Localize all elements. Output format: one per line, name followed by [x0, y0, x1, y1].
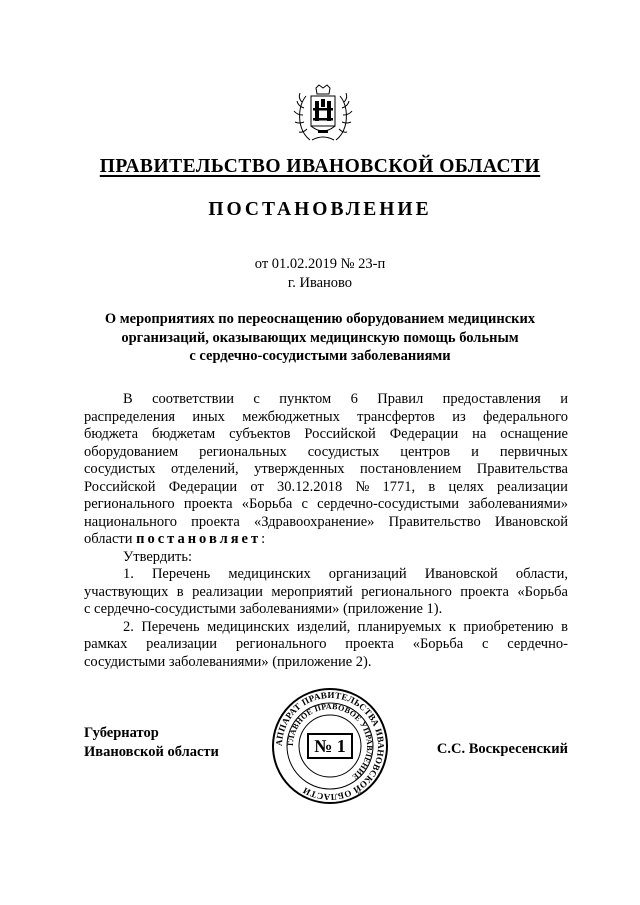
body-word: на	[472, 426, 487, 442]
body-word: Российской	[304, 426, 376, 442]
body-word: федерального	[483, 408, 568, 425]
body-word: №	[355, 478, 370, 495]
body-word: регионального	[84, 496, 175, 512]
body-word: межбюджетных	[242, 408, 340, 425]
body-word: Ивановской	[424, 566, 498, 582]
body-word: регионального	[361, 583, 452, 600]
body-word: Правительства	[476, 461, 568, 477]
body-word: заболеваниями»	[468, 496, 568, 512]
body-line	[84, 514, 568, 532]
body-word: утвержденных	[254, 461, 345, 477]
subject-line: О мероприятиях по переоснащению оборудованием медицинских	[104, 311, 536, 327]
body-word: изделий,	[296, 618, 351, 635]
body-word: трансфертов	[357, 408, 435, 425]
body-word: в	[428, 478, 436, 495]
body-word: с	[482, 636, 489, 652]
signatory-title-line: Губернатор	[84, 725, 159, 741]
body-word: Правительство	[388, 513, 481, 530]
body-word: регионального	[235, 636, 327, 652]
body-word: с	[253, 391, 260, 407]
stamp-inner-text: ГЛАВНОЕ ПРАВОВОЕ УПРАВЛЕНИЕ	[285, 701, 375, 782]
body-word: отделений,	[171, 461, 239, 477]
body-word: целях	[448, 478, 484, 495]
body-line	[84, 479, 568, 497]
body-word: сердечно-	[507, 636, 568, 652]
body-word: мероприятий	[271, 583, 353, 600]
body-word: из	[452, 408, 466, 425]
item1-line	[84, 566, 568, 584]
body-line	[84, 409, 568, 427]
decree-verb: постановляет	[136, 531, 262, 547]
body-word: Ивановской	[494, 513, 568, 530]
body-word: реализации	[497, 478, 568, 495]
body-word: национального	[84, 513, 177, 530]
body-line	[84, 391, 568, 409]
body-word: участвующих	[84, 583, 169, 600]
stamp-outer-text: АППАРАТ ПРАВИТЕЛЬСТВА ИВАНОВСКОЙ ОБЛАСТИ	[273, 689, 387, 803]
body-word: сосудистых	[84, 461, 156, 477]
item2-line: сосудистыми заболеваниями» (приложение 2).	[84, 653, 372, 670]
body-word: «Здравоохранение»	[253, 513, 375, 530]
body-word: Федерации	[168, 478, 238, 495]
body-word: «Борьба	[517, 583, 568, 600]
official-stamp	[270, 686, 390, 806]
body-word: планируемых	[357, 618, 442, 635]
item1-line	[84, 584, 568, 602]
body-word: «Борьба	[412, 636, 464, 652]
body-word: в	[561, 618, 568, 635]
body-word: В	[123, 391, 133, 407]
body-word: рамках	[84, 636, 128, 652]
body-word: Перечень	[141, 618, 200, 635]
body-word: Перечень	[151, 566, 211, 582]
item2-line	[84, 619, 568, 637]
signatory-title	[84, 724, 219, 761]
body-word: реализации	[146, 636, 218, 652]
body-word: бюджета	[84, 426, 139, 442]
body-word: соответствии	[152, 391, 235, 407]
body-word: 6	[350, 391, 358, 407]
document-date-number: от 01.02.2019 № 23-п	[254, 256, 386, 272]
body-word: центров	[400, 443, 451, 460]
item1-line: с сердечно-сосудистыми заболеваниями» (приложение 1).	[84, 601, 443, 617]
body-word: медицинских	[207, 618, 290, 635]
body-line	[84, 426, 568, 444]
body-word: проекта	[183, 496, 233, 512]
body-line	[84, 444, 568, 462]
document-type-title: ПОСТАНОВЛЕНИЕ	[208, 199, 432, 220]
body-word: от	[250, 478, 264, 495]
body-word: распределения	[84, 408, 176, 425]
body-word: 2.	[123, 618, 134, 635]
body-word: Правил	[377, 391, 424, 407]
body-word: 1771,	[382, 478, 416, 495]
body-word: проекта	[345, 636, 394, 652]
subject-line: с сердечно-сосудистыми заболеваниями	[189, 348, 451, 364]
body-word: 1.	[123, 566, 134, 582]
coat-of-arms-emblem	[292, 84, 354, 144]
stamp-number: № 1	[314, 736, 346, 756]
decree-suffix: :	[261, 531, 266, 547]
item2-line	[84, 636, 568, 654]
body-word: Федерации	[389, 426, 459, 442]
decree-prefix: области	[84, 531, 133, 547]
body-word: с	[301, 496, 308, 512]
body-word: сердечно-сосудистыми	[317, 496, 460, 512]
body-word: приобретению	[463, 618, 554, 635]
body-word: «Борьба	[241, 496, 293, 512]
body-word: области,	[515, 566, 568, 582]
body-word: организаций	[328, 566, 407, 582]
approve-line: Утвердить:	[123, 548, 192, 565]
body-word: проекта	[191, 513, 240, 530]
body-word: и	[471, 443, 479, 460]
subject-line: организаций, оказывающих медицинскую помощь больным	[121, 329, 519, 346]
body-word: в	[176, 583, 184, 600]
body-word: оснащение	[500, 426, 568, 442]
body-line	[84, 461, 568, 479]
body-word: бюджетам	[151, 426, 216, 442]
body-word: первичных	[499, 443, 568, 460]
body-word: постановлением	[360, 461, 462, 477]
signatory-name: С.С. Воскресенский	[436, 741, 568, 757]
document-city: г. Иваново	[287, 275, 353, 291]
body-word: сосудистых	[307, 443, 380, 460]
body-word: реализации	[192, 583, 263, 600]
body-word: и	[560, 391, 568, 407]
document-subject	[100, 310, 540, 366]
body-word: предоставления	[442, 391, 541, 407]
body-word: иных	[192, 408, 225, 425]
body-word: проекта	[460, 583, 509, 600]
body-line	[84, 496, 568, 514]
body-word: 30.12.2018	[277, 478, 343, 495]
body-word: к	[448, 618, 456, 635]
body-word: пунктом	[279, 391, 332, 407]
signatory-title-line: Ивановской области	[84, 743, 219, 760]
body-word: субъектов	[229, 426, 291, 442]
body-line-decree	[84, 531, 568, 549]
body-word: Российской	[84, 478, 156, 495]
body-word: медицинских	[228, 566, 311, 582]
body-word: региональных	[199, 443, 287, 460]
body-word: оборудованием	[84, 443, 179, 460]
organization-title: ПРАВИТЕЛЬСТВО ИВАНОВСКОЙ ОБЛАСТИ	[99, 156, 541, 177]
document-body	[84, 391, 568, 671]
